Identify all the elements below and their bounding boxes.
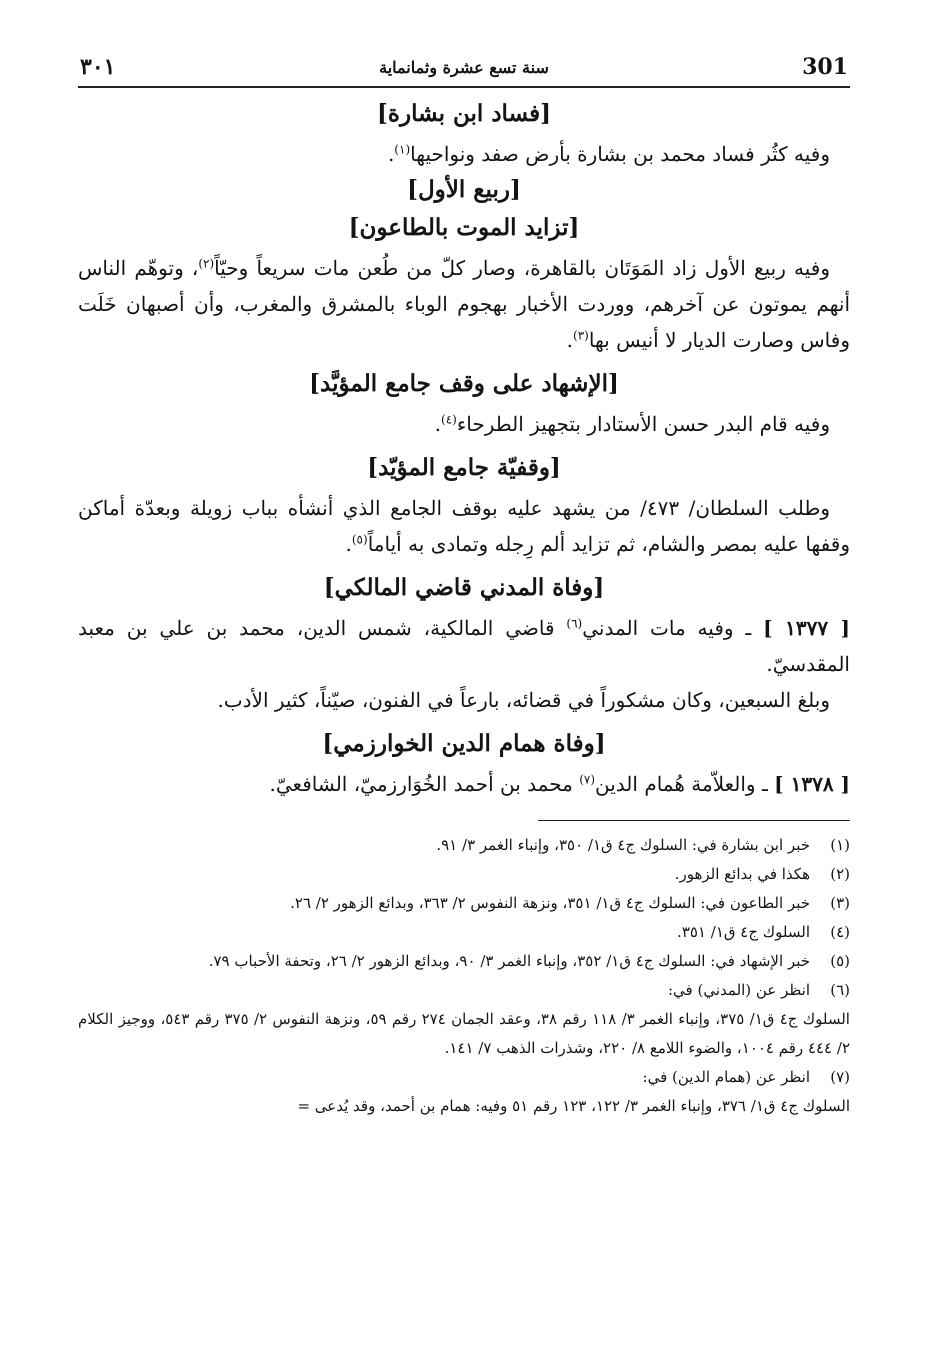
footnote-divider bbox=[538, 820, 850, 821]
footnote-6: (٦) انظر عن (المدني) في: bbox=[668, 981, 850, 999]
footnote-ref[interactable]: (٤) bbox=[441, 412, 457, 427]
footnote-1: (١) خبر ابن بشارة في: السلوك ج٤ ق١/ ٣٥٠، وإنباء الغمر ٣/ ٩١. bbox=[436, 836, 850, 854]
footnotes bbox=[78, 831, 850, 1121]
footnote-ref[interactable]: (٧) bbox=[579, 772, 596, 787]
footnote-ref[interactable]: (٥) bbox=[351, 532, 368, 547]
footnote-7-sources: السلوك ج٤ ق١/ ٣٧٦، وإنباء الغمر ٣/ ١٢٢، ١٢٣ رقم ٥١ وفيه: همام بن أحمد، وقد يُدعى = bbox=[297, 1097, 850, 1115]
paragraph-plague: وفيه ربيع الأول زاد المَوَتَان بالقاهرة، وصار كلّ من طُعن مات سريعاً وحيّاً$^{(٢)}$، وتوهّم الناس أنهم يموتون عن آخرهم، ووردت الأخبار بهجوم الوباء بالمشرق والمغرب، وأن أصبهان خَلَت وفاس وصارت الديار لا أنيس بها$^{(٣)}$. bbox=[78, 256, 850, 352]
footnote-5: (٥) خبر الإشهاد في: السلوك ج٤ ق١/ ٣٥٢، وإنباء الغمر ٣/ ٩٠، وبدائع الزهور ٢/ ٢٦، وتحفة الأحباب ٧٩. bbox=[208, 952, 850, 970]
footnote-ref[interactable]: (٣) bbox=[573, 328, 589, 343]
footnote-7: (٧) انظر عن (همام الدين) في: bbox=[642, 1068, 850, 1086]
running-title: سنة تسع عشرة وثمانماية bbox=[379, 58, 549, 77]
page-number-latin: 301 bbox=[802, 54, 848, 80]
footnote-2: (٢) هكذا في بدائع الزهور. bbox=[674, 865, 850, 883]
footnote-4: (٤) السلوك ج٤ ق١/ ٣٥١. bbox=[677, 923, 850, 941]
entry-number: [ ١٣٧٨ ] bbox=[774, 772, 850, 796]
heading-waqfiyya: [وقفيّة جامع المؤيّد] bbox=[367, 454, 561, 481]
footnote-ref[interactable]: (٢) bbox=[198, 256, 215, 271]
heading-ishhad: [الإشهاد على وقف جامع المؤيَّد] bbox=[309, 370, 619, 397]
heading-plague: [تزايد الموت بالطاعون] bbox=[348, 214, 580, 241]
heading-hammam: [وفاة همام الدين الخوارزمي] bbox=[322, 730, 606, 757]
page-number-arabic: ٣٠١ bbox=[80, 54, 116, 80]
footnote-ref[interactable]: (٦) bbox=[566, 616, 583, 631]
book-page bbox=[78, 52, 850, 1342]
paragraph-ishhad: وفيه قام البدر حسن الأستادار بتجهيز الطرحاء$^{(٤)}$. bbox=[434, 412, 830, 436]
footnote-ref[interactable]: (١) bbox=[394, 142, 411, 157]
heading-ibn-bishara: [فساد ابن بشارة] bbox=[377, 100, 551, 127]
page-header bbox=[78, 52, 850, 88]
entry-1378: [ ١٣٧٨ ] ـ والعلاّمة هُمام الدين$^{(٧)}$ محمد بن أحمد الخُوَارزميّ، الشافعيّ. bbox=[269, 772, 850, 796]
entry-number: [ ١٣٧٧ ] bbox=[763, 616, 851, 640]
paragraph-waqfiyya: وطلب السلطان/ ٤٧٣/ من يشهد عليه بوقف الجامع الذي أنشأه بباب زويلة وبعدّة أماكن وقفها عليه بمصر والشام، ثم تزايد ألم رِجله وتمادى به أياماً$^{(٥)}$. bbox=[78, 496, 850, 556]
heading-rabi-al-awwal: [ربيع الأول] bbox=[407, 176, 521, 203]
paragraph-madani-bio: وبلغ السبعين، وكان مشكوراً في قضائه، بارعاً في الفنون، صيّناً، كثير الأدب. bbox=[217, 688, 830, 712]
paragraph-ibn-bishara: وفيه كثُر فساد محمد بن بشارة بأرض صفد ونواحيها$^{(١)}$. bbox=[387, 142, 830, 166]
footnote-3: (٣) خبر الطاعون في: السلوك ج٤ ق١/ ٣٥١، ونزهة النفوس ٢/ ٣٦٣، وبدائع الزهور ٢/ ٢٦. bbox=[290, 894, 850, 912]
entry-1377: [ ١٣٧٧ ] ـ وفيه مات المدني$^{(٦)}$ قاضي المالكية، شمس الدين، محمد بن علي بن معبد المقدسيّ. bbox=[78, 616, 851, 676]
footnote-6-sources: السلوك ج٤ ق١/ ٣٧٥، وإنباء الغمر ٣/ ١١٨ رقم ٣٨، وعقد الجمان ٢٧٤ رقم ٥٩، ونزهة النفوس ٢/ ٣٧٥ رقم ٥٤٣، ووجيز الكلام ٢/ ٤٤٤ رقم ١٠٠٤، والضوء اللامع ٨/ ٢٢٠، وشذرات الذهب ٧/ ١٤١. bbox=[78, 1010, 850, 1057]
heading-madani: [وفاة المدني قاضي المالكي] bbox=[323, 574, 605, 601]
